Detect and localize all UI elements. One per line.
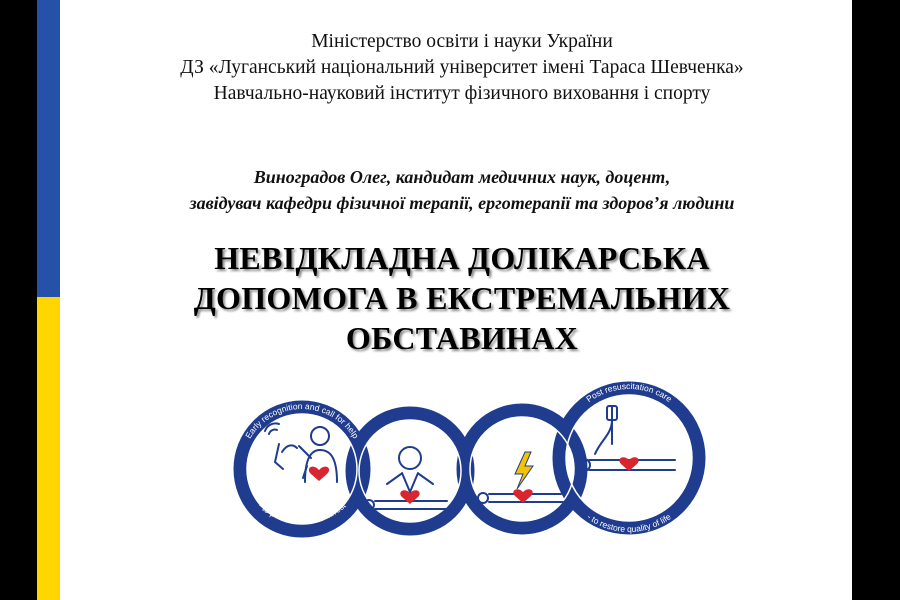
title-line-1: НЕВІДКЛАДНА ДОЛІКАРСЬКА: [214, 240, 710, 276]
title-line-2: ДОПОМОГА В ЕКСТРЕМАЛЬНИХ: [193, 280, 731, 316]
link-4-top-label: Post resuscitation care: [584, 380, 674, 405]
chain-of-survival-diagram: [227, 374, 707, 574]
slide: [37, 0, 852, 600]
flag-yellow-part: [37, 297, 60, 600]
ukraine-flag-stripe: [37, 0, 60, 600]
heart-icon-3: [513, 489, 532, 503]
university-line: ДЗ «Луганський національний університет імені Тараса Шевченка»: [180, 57, 744, 78]
author-block: [77, 164, 847, 216]
link-1-top-label: Early recognition and call for help: [243, 400, 361, 441]
link-3-bottom-label: - to restart the heart: [485, 530, 559, 550]
author-name-line: Виноградов Олег, кандидат медичних наук, доцент,: [253, 167, 671, 187]
author-position-line: завідувач кафедри фізичної терапії, ерготерапії та здоров’я людини: [189, 193, 735, 213]
ministry-line: Міністерство освіти і науки України: [311, 31, 613, 52]
title-line-3: ОБСТАВИНАХ: [345, 320, 579, 356]
flag-blue-part: [37, 0, 60, 297]
link-2-top-label: Early CPR: [387, 395, 432, 410]
institution-header: [77, 29, 847, 107]
link-1-bottom-label: - to prevent cardiac arrest: [256, 500, 348, 526]
link-2-bottom-label: - to buy time: [386, 537, 434, 552]
link-4-bottom-label: - to restore quality of life: [585, 511, 673, 535]
institute-line: Навчально-науковий інститут фізичного виховання і спорту: [213, 83, 711, 104]
link-3-top-label: Early Defibrillation: [485, 391, 559, 413]
heart-icon-1: [309, 467, 329, 481]
presentation-title: [77, 238, 847, 358]
